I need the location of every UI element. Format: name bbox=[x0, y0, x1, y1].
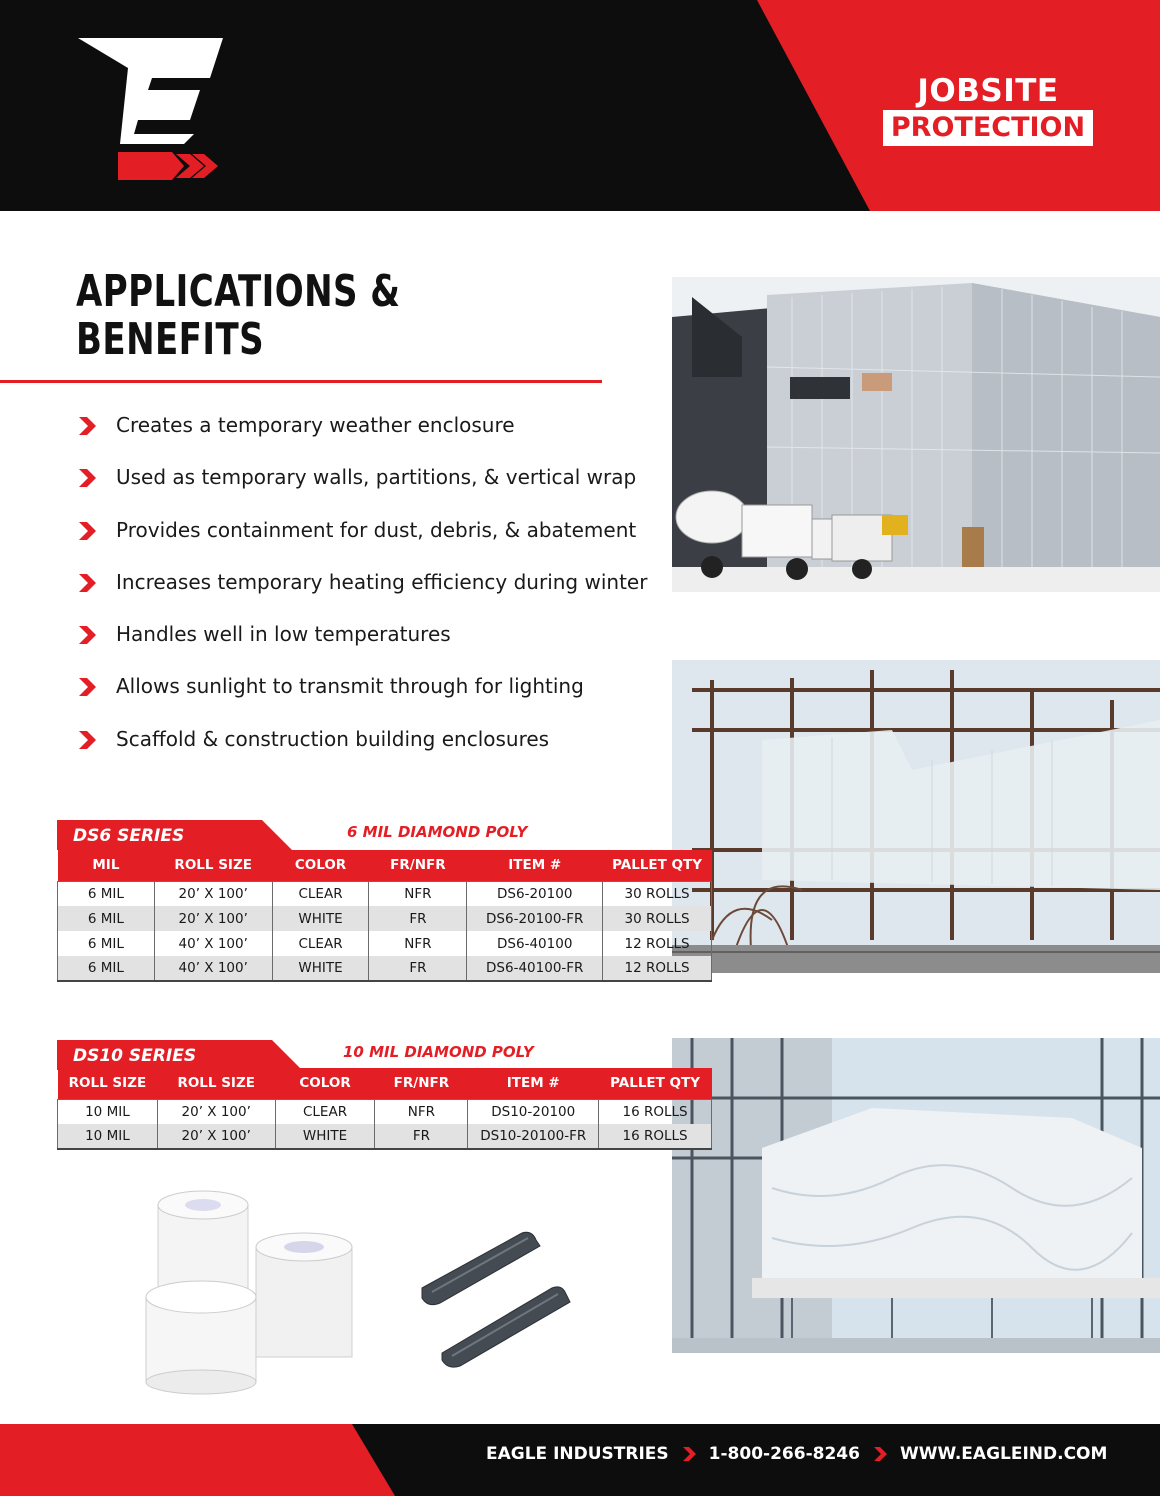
benefit-text: Provides containment for dust, debris, & abatement bbox=[116, 517, 637, 542]
table-cell: 20’ X 100’ bbox=[157, 1099, 275, 1124]
table-subtitle: 6 MIL DIAMOND POLY bbox=[347, 823, 528, 841]
chevron-right-icon bbox=[681, 1446, 697, 1462]
phone-number[interactable]: 1-800-266-8246 bbox=[708, 1444, 860, 1464]
benefit-text: Used as temporary walls, partitions, & vertical wrap bbox=[116, 465, 637, 490]
table-cell: 16 ROLLS bbox=[599, 1124, 712, 1149]
benefit-item bbox=[76, 671, 647, 723]
page-header bbox=[0, 0, 1160, 211]
table-cell: 16 ROLLS bbox=[599, 1099, 712, 1124]
page-title-line1: APPLICATIONS & bbox=[76, 266, 401, 317]
column-header: COLOR bbox=[272, 850, 369, 881]
tape-roll-back bbox=[158, 1191, 248, 1295]
column-header: FR/NFR bbox=[375, 1068, 468, 1099]
table-cell: 12 ROLLS bbox=[603, 956, 712, 981]
table-cell: 30 ROLLS bbox=[603, 906, 712, 931]
page-title-line2: BENEFITS bbox=[76, 314, 265, 365]
table-cell: 20’ X 100’ bbox=[154, 881, 272, 906]
table-cell: 10 MIL bbox=[58, 1124, 158, 1149]
benefit-text: Creates a temporary weather enclosure bbox=[116, 413, 515, 437]
jobsite-protection-badge bbox=[876, 74, 1100, 146]
scaffold-clips-image bbox=[412, 1228, 582, 1368]
benefit-item bbox=[76, 619, 647, 671]
benefit-item bbox=[76, 462, 647, 514]
table-cell: CLEAR bbox=[275, 1099, 375, 1124]
company-name: EAGLE INDUSTRIES bbox=[486, 1444, 669, 1464]
page-title bbox=[76, 268, 400, 364]
table-series-title: DS10 SERIES bbox=[73, 1046, 197, 1066]
benefits-list bbox=[76, 410, 647, 776]
benefit-item bbox=[76, 515, 647, 567]
chevron-right-icon bbox=[76, 624, 98, 646]
photo-industrial-plant bbox=[672, 1038, 1160, 1353]
column-header: ITEM # bbox=[468, 1068, 599, 1099]
badge-bottom-text: PROTECTION bbox=[883, 110, 1093, 146]
table-cell: 6 MIL bbox=[58, 881, 155, 906]
tape-roll-front bbox=[146, 1281, 256, 1394]
table-cell: FR bbox=[369, 956, 467, 981]
table-cell: 20’ X 100’ bbox=[157, 1124, 275, 1149]
table-cell: 12 ROLLS bbox=[603, 931, 712, 956]
table-cell: CLEAR bbox=[272, 931, 369, 956]
benefit-item bbox=[76, 567, 647, 619]
table-cell: 40’ X 100’ bbox=[154, 931, 272, 956]
table-cell: DS6-40100-FR bbox=[467, 956, 603, 981]
table-cell: 20’ X 100’ bbox=[154, 906, 272, 931]
table-row bbox=[58, 881, 712, 906]
chevron-right-icon bbox=[76, 467, 98, 489]
chevron-right-icon bbox=[76, 415, 98, 437]
column-header: FR/NFR bbox=[369, 850, 467, 881]
table-row bbox=[58, 906, 712, 931]
photo-steel-frame-building bbox=[672, 660, 1160, 973]
tape-roll-right bbox=[256, 1233, 352, 1357]
chevron-right-icon bbox=[872, 1446, 888, 1462]
table-cell: 6 MIL bbox=[58, 931, 155, 956]
table-cell: 6 MIL bbox=[58, 906, 155, 931]
table-cell: 6 MIL bbox=[58, 956, 155, 981]
photo-wrapped-building-trucks bbox=[672, 277, 1160, 592]
table-cell: NFR bbox=[375, 1099, 468, 1124]
column-header: ITEM # bbox=[467, 850, 603, 881]
column-header: MIL bbox=[58, 850, 155, 881]
table-cell: WHITE bbox=[272, 906, 369, 931]
table-row bbox=[58, 956, 712, 981]
chevron-right-icon bbox=[76, 729, 98, 751]
column-header: ROLL SIZE bbox=[58, 1068, 158, 1099]
column-header: PALLET QTY bbox=[603, 850, 712, 881]
table-cell: CLEAR bbox=[272, 881, 369, 906]
chevron-right-icon bbox=[76, 676, 98, 698]
benefit-text: Increases temporary heating efficiency during winter bbox=[116, 569, 648, 594]
spec-table bbox=[57, 850, 712, 982]
table-cell: DS6-20100-FR bbox=[467, 906, 603, 931]
column-header: COLOR bbox=[275, 1068, 375, 1099]
table-cell: DS10-20100 bbox=[468, 1099, 599, 1124]
table-cell: 30 ROLLS bbox=[603, 881, 712, 906]
website-link[interactable]: WWW.EAGLEIND.COM bbox=[899, 1444, 1108, 1464]
heading-divider bbox=[0, 380, 602, 383]
eagle-e-logo-icon bbox=[72, 34, 232, 184]
table-cell: FR bbox=[375, 1124, 468, 1149]
column-header: ROLL SIZE bbox=[157, 1068, 275, 1099]
table-subtitle: 10 MIL DIAMOND POLY bbox=[343, 1043, 534, 1061]
chevron-right-icon bbox=[76, 572, 98, 594]
table-cell: NFR bbox=[369, 931, 467, 956]
table-cell: FR bbox=[369, 906, 467, 931]
benefit-text: Handles well in low temperatures bbox=[116, 622, 451, 647]
benefit-item bbox=[76, 724, 647, 776]
table-cell: DS10-20100-FR bbox=[468, 1124, 599, 1149]
benefit-item bbox=[76, 410, 647, 462]
table-row bbox=[58, 1099, 712, 1124]
table-cell: NFR bbox=[369, 881, 467, 906]
table-cell: DS6-20100 bbox=[467, 881, 603, 906]
benefit-text: Scaffold & construction building enclosures bbox=[116, 726, 550, 751]
table-cell: WHITE bbox=[272, 956, 369, 981]
table-cell: DS6-40100 bbox=[467, 931, 603, 956]
table-cell: WHITE bbox=[275, 1124, 375, 1149]
column-header: ROLL SIZE bbox=[154, 850, 272, 881]
table-series-title: DS6 SERIES bbox=[73, 826, 185, 846]
badge-top-text: JOBSITE bbox=[917, 73, 1059, 109]
table-row bbox=[58, 1124, 712, 1149]
page-footer bbox=[0, 1424, 1160, 1496]
table-cell: 40’ X 100’ bbox=[154, 956, 272, 981]
footer-contact bbox=[486, 1444, 1107, 1464]
chevron-right-icon bbox=[76, 520, 98, 542]
tape-rolls-image bbox=[138, 1185, 363, 1395]
benefit-text: Allows sunlight to transmit through for lighting bbox=[116, 674, 584, 699]
footer-red-band bbox=[0, 1424, 420, 1496]
table-row bbox=[58, 931, 712, 956]
table-cell: 10 MIL bbox=[58, 1099, 158, 1124]
column-header: PALLET QTY bbox=[599, 1068, 712, 1099]
spec-table bbox=[57, 1068, 712, 1150]
